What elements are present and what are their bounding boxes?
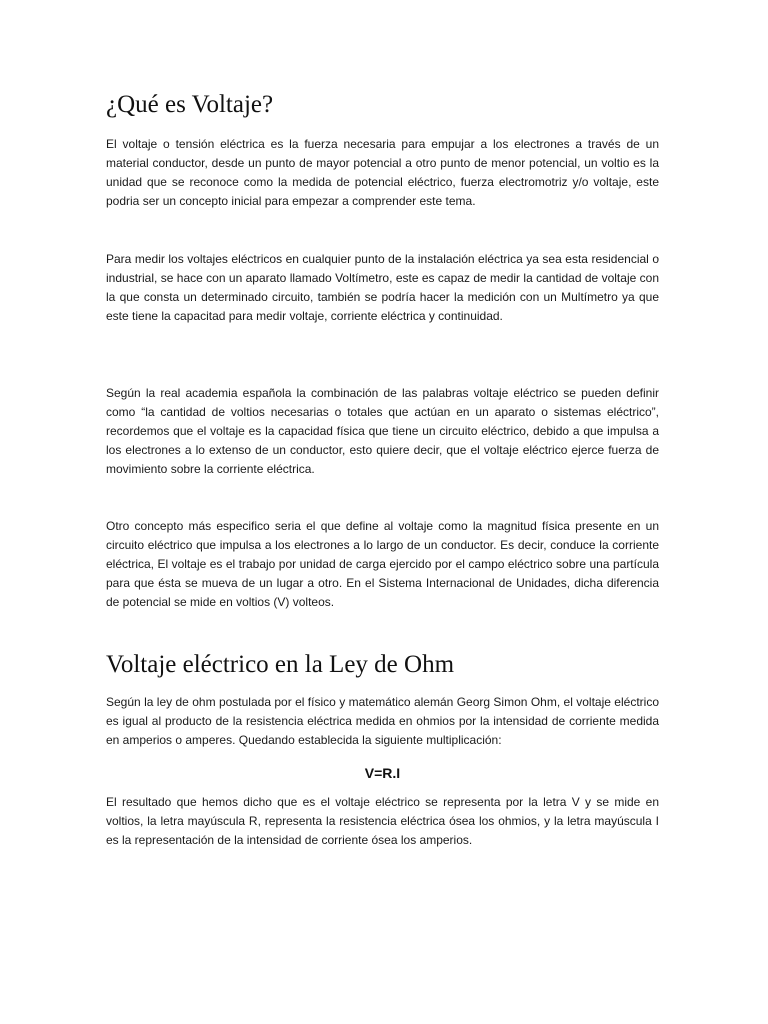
paragraph-definition: El voltaje o tensión eléctrica es la fuerza necesaria para empujar a los electrones a través de un material conductor, desde un punto de mayor potencial a otro punto de menor potencial, un voltio es la unidad que se reconoce como la medida de potencial eléctrico, fuerza electromotriz y/o voltaje, este podria ser un concepto inicial para empezar a comprender este tema.: [106, 137, 659, 208]
heading-que-es-voltaje: ¿Qué es Voltaje?: [106, 91, 274, 118]
paragraph-formula-explanation: El resultado que hemos dicho que es el voltaje eléctrico se representa por la letra V y se mide en voltios, la letra mayúscula R, representa la resistencia eléctrica ósea los ohmios, y la letra mayúscula I es la representación de la intensidad de corriente ósea los amperios.: [106, 795, 659, 847]
heading-ley-de-ohm: Voltaje eléctrico en la Ley de Ohm: [106, 651, 455, 678]
paragraph-rae-definition: Según la real academia española la combinación de las palabras voltaje eléctrico se pueden definir como “la cantidad de voltios necesarias o totales que actúan en un aparato o sistemas eléctrico”, recordemos que el voltaje es la capacidad física que tiene un circuito eléctrico, debido a que impulsa a los electrones a lo extenso de un conductor, esto quiere decir, que el voltaje eléctrico ejerce fuerza de movimiento sobre la corriente eléctrica.: [106, 386, 659, 476]
formula-ohm: V=R.I: [364, 765, 401, 781]
paragraph-measurement: Para medir los voltajes eléctricos en cualquier punto de la instalación eléctrica ya sea esta residencial o industrial, se hace con un aparato llamado Voltímetro, este es capaz de medir la cantidad de voltaje con la que consta un determinado circuito, también se podría hacer la medición con un Multímetro ya que este tiene la capacitad para medir voltaje, corriente eléctrica y continuidad.: [106, 252, 659, 323]
paragraph-ohm-law: Según la ley de ohm postulada por el físico y matemático alemán Georg Simon Ohm, el voltaje eléctrico es igual al producto de la resistencia eléctrica medida en ohmios por la intensidad de corriente medida en amperios o amperes. Quedando establecida la siguiente multiplicación:: [106, 695, 659, 747]
paragraph-specific-concept: Otro concepto más especifico seria el que define al voltaje como la magnitud física presente en un circuito eléctrico que impulsa a los electrones a lo largo de un conductor. Es decir, conduce la corriente eléctrica, El voltaje es el trabajo por unidad de carga ejercido por el campo eléctrico sobre una partícula para que ésta se mueva de un lugar a otro. En el Sistema Internacional de Unidades, dicha diferencia de potencial se mide en voltios (V) volteos.: [106, 519, 659, 609]
